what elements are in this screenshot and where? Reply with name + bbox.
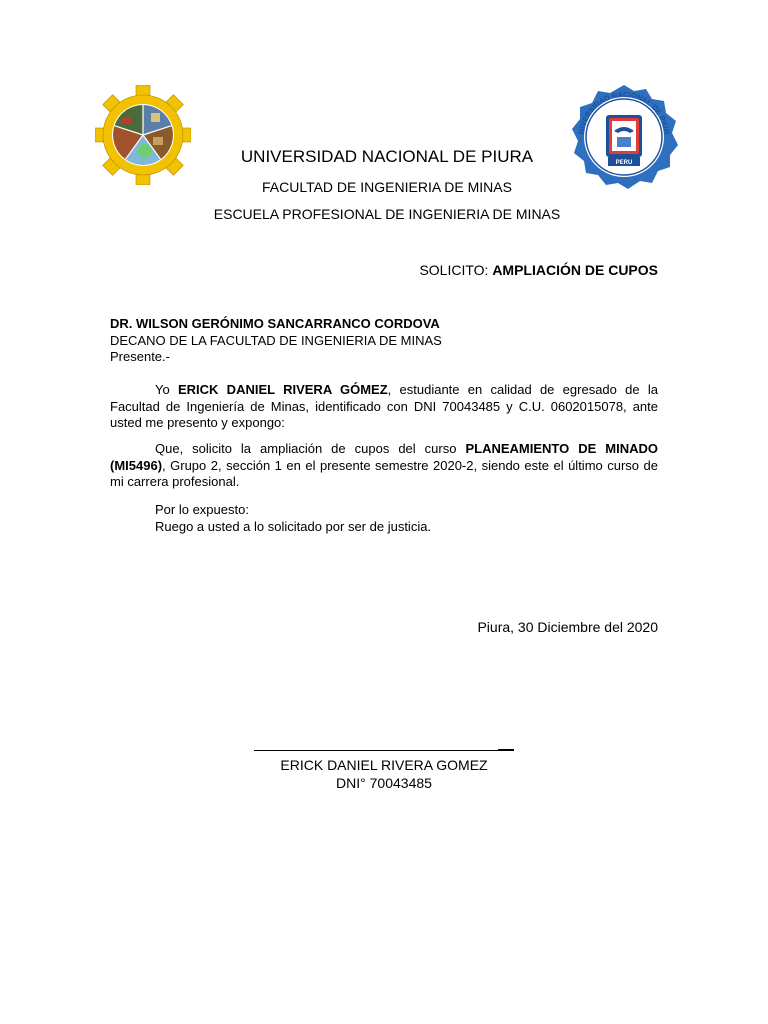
signature-line: [254, 750, 514, 751]
addressee-block: [110, 316, 442, 366]
p1-rest: , estudiante en calidad de egresado de la Facultad de Ingeniería de Minas, identificado con DNI 70043485 y C.U. 0602015078, ante usted me presento y expongo:: [110, 382, 658, 430]
signature-line-end: [498, 749, 514, 751]
closing-line-2: Ruego a usted a lo solicitado por ser de justicia.: [155, 518, 432, 534]
subject-line: [419, 262, 658, 278]
signer-name: ERICK DANIEL RIVERA GOMEZ: [280, 757, 488, 773]
university-seal-logo-icon: [568, 85, 680, 189]
p2-prefix: Que, solicito la ampliación de cupos del curso: [155, 441, 466, 456]
seal-text-bottom: PERU: [615, 160, 633, 166]
paragraph-closing: [110, 502, 658, 535]
seal-text-top: NIVERSIDAD NACIONAL DE PIUR: [577, 89, 671, 135]
subject-value: AMPLIACIÓN DE CUPOS: [492, 262, 658, 278]
school-name: ESCUELA PROFESIONAL DE INGENIERIA DE MINAS: [213, 206, 561, 222]
addressee-name: DR. WILSON GERÓNIMO SANCARRANCO CORDOVA: [110, 316, 440, 331]
paragraph-request: [110, 441, 658, 491]
p2-rest: , Grupo 2, sección 1 en el presente semestre 2020-2, siendo este el último curso de mi carrera profesional.: [110, 457, 658, 489]
signer-dni: DNI° 70043485: [336, 775, 432, 791]
document-date: Piura, 30 Diciembre del 2020: [477, 619, 658, 635]
faculty-gear-logo-icon: [95, 85, 191, 185]
faculty-name: FACULTAD DE INGENIERIA DE MINAS: [262, 179, 512, 195]
p1-prefix: Yo: [155, 382, 178, 397]
p2-course: PLANEAMIENTO DE MINADO (MI5496): [110, 441, 658, 473]
subject-label: SOLICITO:: [419, 262, 493, 278]
addressee-greeting: Presente.-: [110, 349, 170, 364]
closing-line-1: Por lo expuesto:: [155, 502, 249, 517]
university-title: UNIVERSIDAD NACIONAL DE PIURA: [240, 147, 534, 166]
paragraph-introduction: [110, 382, 658, 432]
p1-name: ERICK DANIEL RIVERA GÓMEZ: [177, 382, 388, 397]
addressee-position: DECANO DE LA FACULTAD DE INGENIERIA DE MINAS: [110, 332, 442, 348]
